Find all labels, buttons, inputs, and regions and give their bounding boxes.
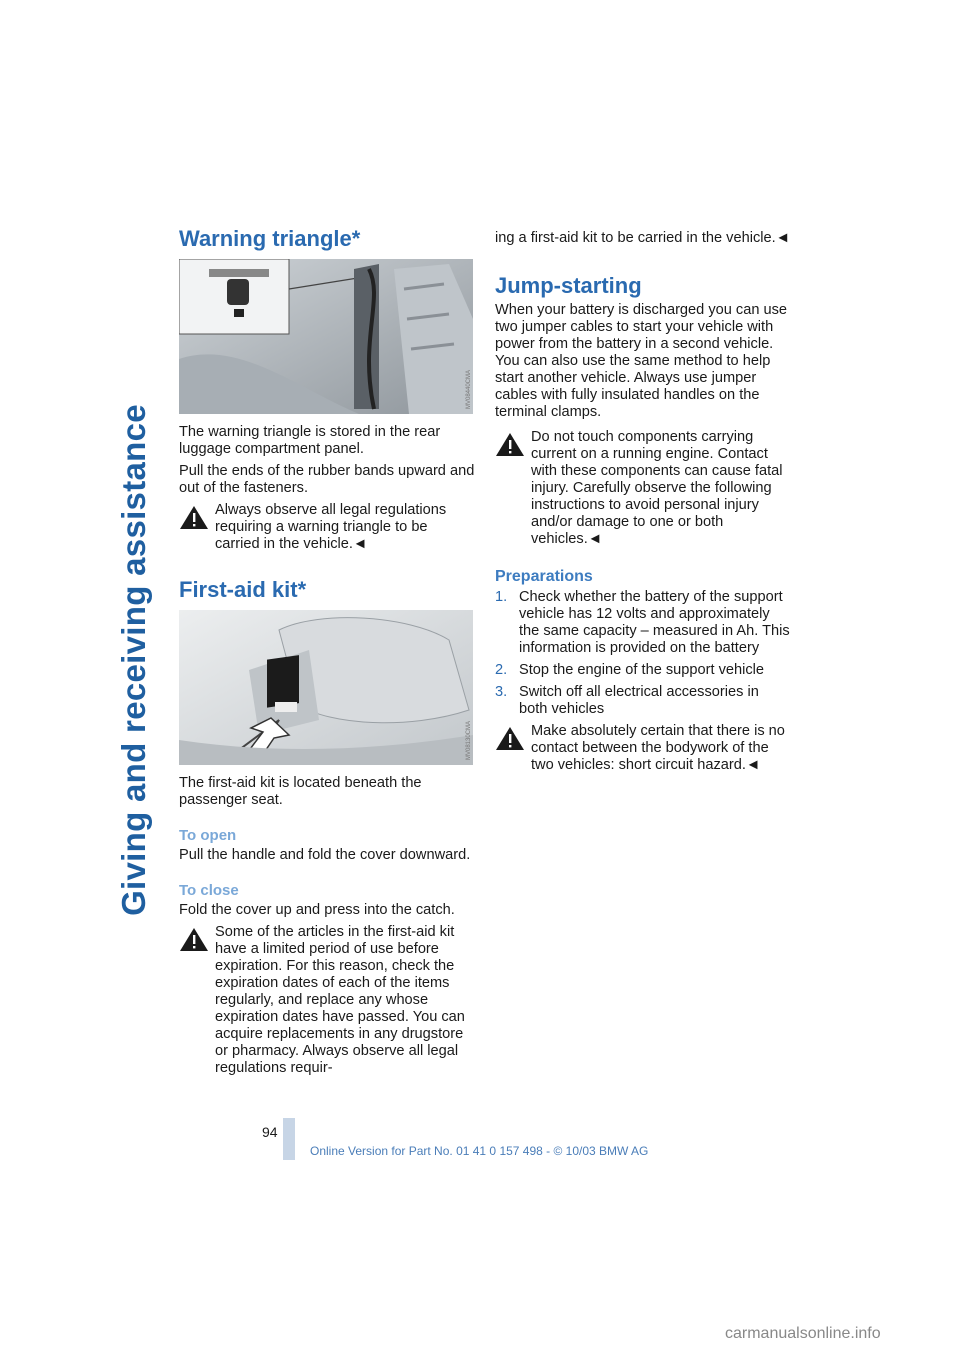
paragraph: Pull the handle and fold the cover downward. [179,847,471,863]
chapter-side-tab [112,240,156,1080]
first-aid-kit-illustration [179,610,473,765]
heading-to-open: To open [179,827,237,844]
footer-text: Online Version for Part No. 01 41 0 157 498 - © 10/03 BMW AG [310,1144,649,1158]
figure-first-aid-kit [179,610,473,765]
paragraph: When your battery is discharged you can use two jumper cables to start your vehicle with power from the battery in a second vehicle. You can also use the same method to help start another vehicle. Always use jumper cables with fully insulated handles on the terminal clamps. [495,302,788,420]
warning-note [179,502,475,553]
warning-icon [495,725,525,751]
warning-icon [179,504,209,530]
warning-note [495,723,791,774]
list-item: 2. Stop the engine of the support vehicle [495,662,765,678]
warning-note [179,924,475,1077]
warning-text: Always observe all legal regulations requiring a warning triangle to be carried in the vehicle.◄ [215,502,447,552]
warning-icon [495,431,525,457]
warning-text: Some of the articles in the first-aid kit have a limited period of use before expiration. For this reason, check the expiration dates of each of the items regularly, and replace any whose expiration dates have passed. You can acquire replacements in any drugstore or pharmacy. Always observe all legal regulations requir- [215,924,465,1076]
chapter-title: Giving and receiving assistance [115,404,152,916]
paragraph: The first-aid kit is located beneath the passenger seat. [179,775,422,808]
footer-bar [283,1118,295,1160]
heading-preparations: Preparations [495,568,593,585]
warning-note [495,429,791,548]
watermark: carmanualsonline.info [725,1325,881,1342]
warning-icon [179,926,209,952]
list-item: 1. Check whether the battery of the support vehicle has 12 volts and approximately the same capacity – measured in Ah. This information is provided on the battery [495,589,790,656]
left-column [179,226,475,1082]
heading-jump-starting: Jump-starting [495,273,642,298]
steps-list [495,589,791,718]
figure-id: MV08130CMA [466,720,472,760]
warning-triangle-illustration [179,259,473,414]
paragraph: Fold the cover up and press into the catch. [179,902,455,918]
heading-first-aid-kit: First-aid kit* [179,577,307,602]
figure-id: MV08440CMA [466,369,472,409]
page-number: 94 [262,1124,278,1140]
figure-warning-triangle [179,259,473,414]
paragraph: Pull the ends of the rubber bands upward and out of the fasteners. [179,463,475,496]
warning-text: Do not touch components carrying current on a running engine. Contact with these components can cause fatal injury. Carefully observe the following instructions to avoid personal injury and/or damage to one or both vehicles.◄ [531,429,783,547]
right-column [495,230,791,779]
heading-warning-triangle: Warning triangle* [179,226,361,251]
paragraph-continued: ing a first-aid kit to be carried in the vehicle.◄ [495,230,791,246]
paragraph: The warning triangle is stored in the rear luggage compartment panel. [179,424,441,457]
warning-text: Make absolutely certain that there is no contact between the bodywork of the two vehicles: short circuit hazard.◄ [531,723,785,773]
list-item: 3. Switch off all electrical accessories in both vehicles [495,684,759,717]
heading-to-close: To close [179,882,239,899]
